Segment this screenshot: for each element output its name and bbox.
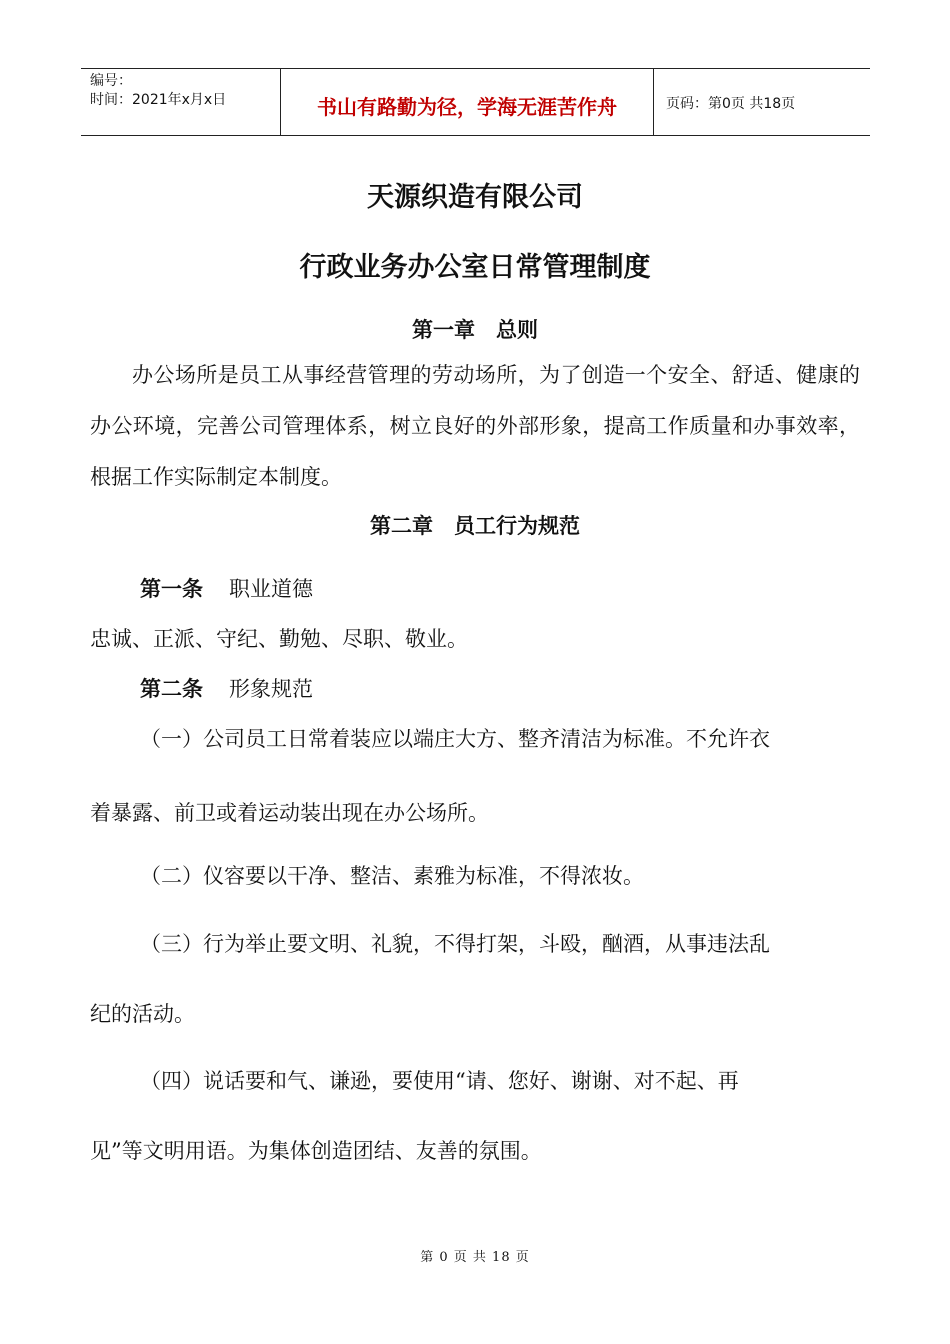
header-motto-cell [281, 69, 654, 135]
item-4-line-2: 见”等文明用语。为集体创造团结、友善的氛围。 [90, 1139, 542, 1163]
article-1-content: 忠诚、正派、守纪、勤勉、尽职、敬业。 [90, 627, 468, 651]
item-3-line-1: （三）行为举止要文明、礼貌，不得打架，斗殴，酗酒，从事违法乱 [140, 932, 770, 956]
document-header [81, 68, 870, 136]
header-motto: 书山有路勤为径，学海无涯苦作舟 [317, 95, 617, 119]
document-title: 行政业务办公室日常管理制度 [299, 252, 651, 283]
header-page-label: 页码：第0页 共18页 [666, 96, 796, 112]
header-number-label: 编号： [90, 73, 132, 89]
chapter-1-heading: 第一章 总则 [412, 318, 538, 342]
article-2 [140, 673, 910, 703]
header-page-cell [654, 69, 870, 135]
company-title: 天源织造有限公司 [367, 182, 583, 213]
chapter-2-heading: 第二章 员工行为规范 [370, 514, 580, 538]
chapter-1-body: 办公场所是员工从事经营管理的劳动场所，为了创造一个安全、舒适、健康的办公环境，完善公司管理体系，树立良好的外部形象，提高工作质量和办事效率，根据工作实际制定本制度。 [90, 363, 860, 489]
header-date-label: 时间：2021年x月x日 [90, 92, 227, 108]
page-footer: 第 0 页 共 18 页 [420, 1250, 530, 1265]
item-1-line-1: （一）公司员工日常着装应以端庄大方、整齐清洁为标准。不允许衣 [140, 727, 770, 751]
article-1-label: 第一条 [140, 577, 203, 601]
article-1 [140, 573, 910, 603]
article-2-label: 第二条 [140, 677, 203, 701]
article-2-title: 形象规范 [229, 677, 313, 701]
item-1-line-2: 着暴露、前卫或着运动装出现在办公场所。 [90, 801, 489, 825]
item-3-line-2: 纪的活动。 [90, 1002, 195, 1026]
article-1-title: 职业道德 [229, 577, 313, 601]
item-4-line-1: （四）说话要和气、谦逊，要使用“请、您好、谢谢、对不起、再 [140, 1069, 739, 1093]
header-meta [81, 69, 281, 135]
item-2: （二）仪容要以干净、整洁、素雅为标准，不得浓妆。 [140, 864, 644, 888]
